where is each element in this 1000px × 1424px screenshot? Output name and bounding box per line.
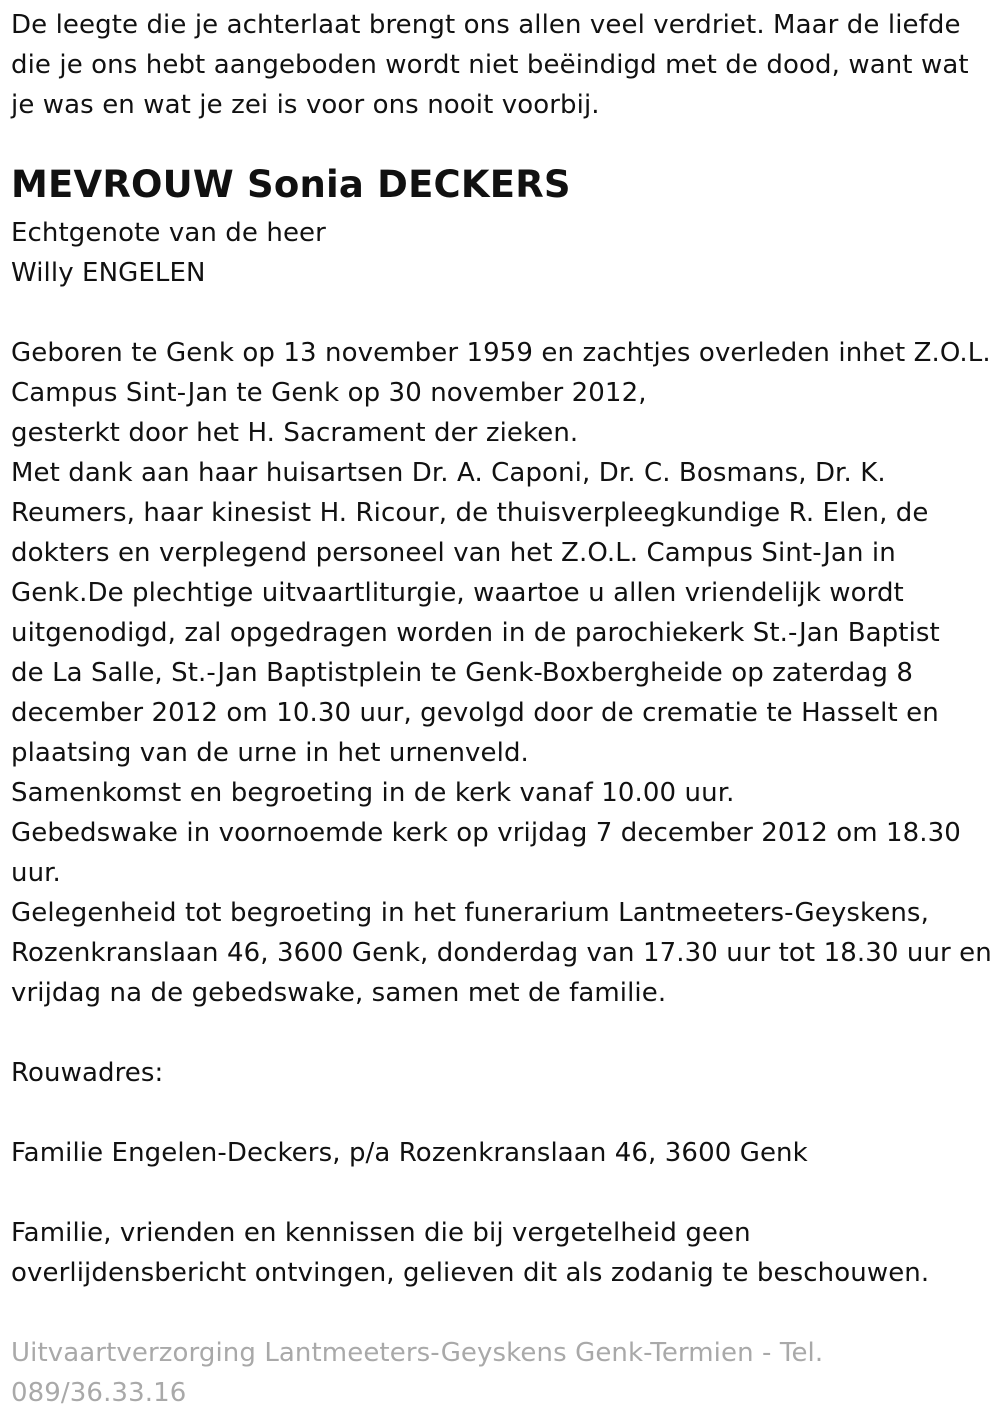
body-line: vrijdag na de gebedswake, samen met de familie. — [11, 978, 667, 1008]
footer-line: Uitvaartverzorging Lantmeeters-Geyskens Genk-Termien - Tel. — [11, 1338, 824, 1368]
body-line: de La Salle, St.-Jan Baptistplein te Genk-Boxbergheide op zaterdag 8 — [11, 658, 913, 688]
body-line: Geboren te Genk op 13 november 1959 en zachtjes overleden inhet Z.O.L. — [11, 338, 991, 368]
address-label: Rouwadres: — [11, 1058, 164, 1088]
intro-line: De leegte die je achterlaat brengt ons allen veel verdriet. Maar de liefde — [11, 10, 961, 40]
body-line: Samenkomst en begroeting in de kerk vanaf 10.00 uur. — [11, 778, 735, 808]
body-line: gesterkt door het H. Sacrament der zieken. — [11, 418, 579, 448]
body-line: december 2012 om 10.30 uur, gevolgd door de crematie te Hasselt en — [11, 698, 939, 728]
body-line: Reumers, haar kinesist H. Ricour, de thuisverpleegkundige R. Elen, de — [11, 498, 929, 528]
body-line: Met dank aan haar huisartsen Dr. A. Caponi, Dr. C. Bosmans, Dr. K. — [11, 458, 886, 488]
body-line: uur. — [11, 858, 61, 888]
deceased-name: MEVROUW Sonia DECKERS — [11, 163, 571, 206]
body-line: Genk.De plechtige uitvaartliturgie, waartoe u allen vriendelijk wordt — [11, 578, 904, 608]
body-line: Gelegenheid tot begroeting in het funerarium Lantmeeters-Geyskens, — [11, 898, 929, 928]
footer-line: 089/36.33.16 — [11, 1378, 187, 1408]
relation-text: Echtgenote van de heer — [11, 218, 326, 248]
body-line: plaatsing van de urne in het urnenveld. — [11, 738, 529, 768]
body-line: dokters en verplegend personeel van het Z.O.L. Campus Sint-Jan in — [11, 538, 896, 568]
notice-line: overlijdensbericht ontvingen, gelieven dit als zodanig te beschouwen. — [11, 1258, 930, 1288]
body-line: Gebedswake in voornoemde kerk op vrijdag 7 december 2012 om 18.30 — [11, 818, 961, 848]
body-line: uitgenodigd, zal opgedragen worden in de parochiekerk St.-Jan Baptist — [11, 618, 940, 648]
spouse-name: Willy ENGELEN — [11, 258, 206, 288]
intro-line: die je ons hebt aangeboden wordt niet beëindigd met de dood, want wat — [11, 50, 969, 80]
notice-line: Familie, vrienden en kennissen die bij vergetelheid geen — [11, 1218, 751, 1248]
address-value: Familie Engelen-Deckers, p/a Rozenkranslaan 46, 3600 Genk — [11, 1138, 808, 1168]
body-line: Rozenkranslaan 46, 3600 Genk, donderdag van 17.30 uur tot 18.30 uur en — [11, 938, 992, 968]
intro-line: je was en wat je zei is voor ons nooit voorbij. — [11, 90, 600, 120]
body-line: Campus Sint-Jan te Genk op 30 november 2012, — [11, 378, 647, 408]
